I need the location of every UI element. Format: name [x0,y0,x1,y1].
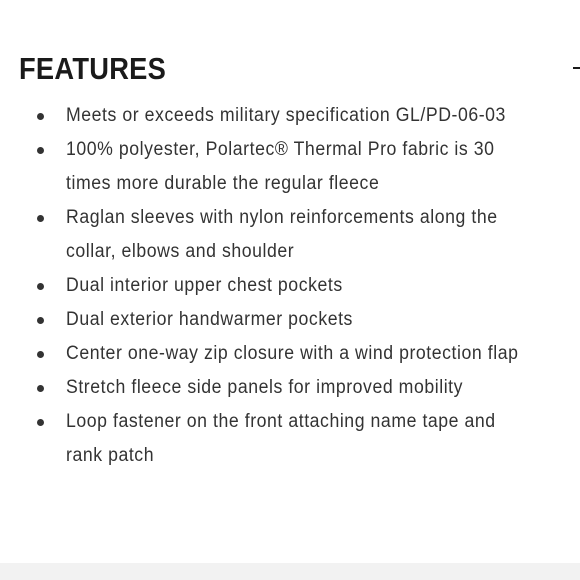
feature-item-polartec-fabric [0,133,580,201]
feature-item-interior-pockets [0,269,580,303]
feature-text-line: Raglan sleeves with nylon reinforcements along the [66,207,498,228]
feature-item-military-spec [0,99,580,133]
feature-text-line: Dual interior upper chest pockets [66,275,343,296]
feature-text-line: rank patch [66,445,155,466]
features-heading: FEATURES [19,51,167,86]
feature-text-line: Stretch fleece side panels for improved mobility [66,377,464,398]
feature-text-line: times more durable the regular fleece [66,173,380,194]
feature-text-line: Center one-way zip closure with a wind protection flap [66,343,519,364]
feature-item-raglan-sleeves [0,201,580,269]
feature-text-line: 100% polyester, Polartec® Thermal Pro fabric is 30 [66,139,495,160]
feature-item-exterior-pockets [0,303,580,337]
edge-dash-mark [573,67,580,69]
feature-text-line: Loop fastener on the front attaching name tape and [66,411,496,432]
feature-text-line: Meets or exceeds military specification GL/PD-06-03 [66,105,506,126]
feature-item-loop-fastener [0,405,580,473]
feature-text-line: collar, elbows and shoulder [66,241,295,262]
footer-bar [0,563,580,580]
feature-item-zip-closure [0,337,580,371]
features-list [0,99,580,473]
feature-item-side-panels [0,371,580,405]
feature-text-line: Dual exterior handwarmer pockets [66,309,353,330]
